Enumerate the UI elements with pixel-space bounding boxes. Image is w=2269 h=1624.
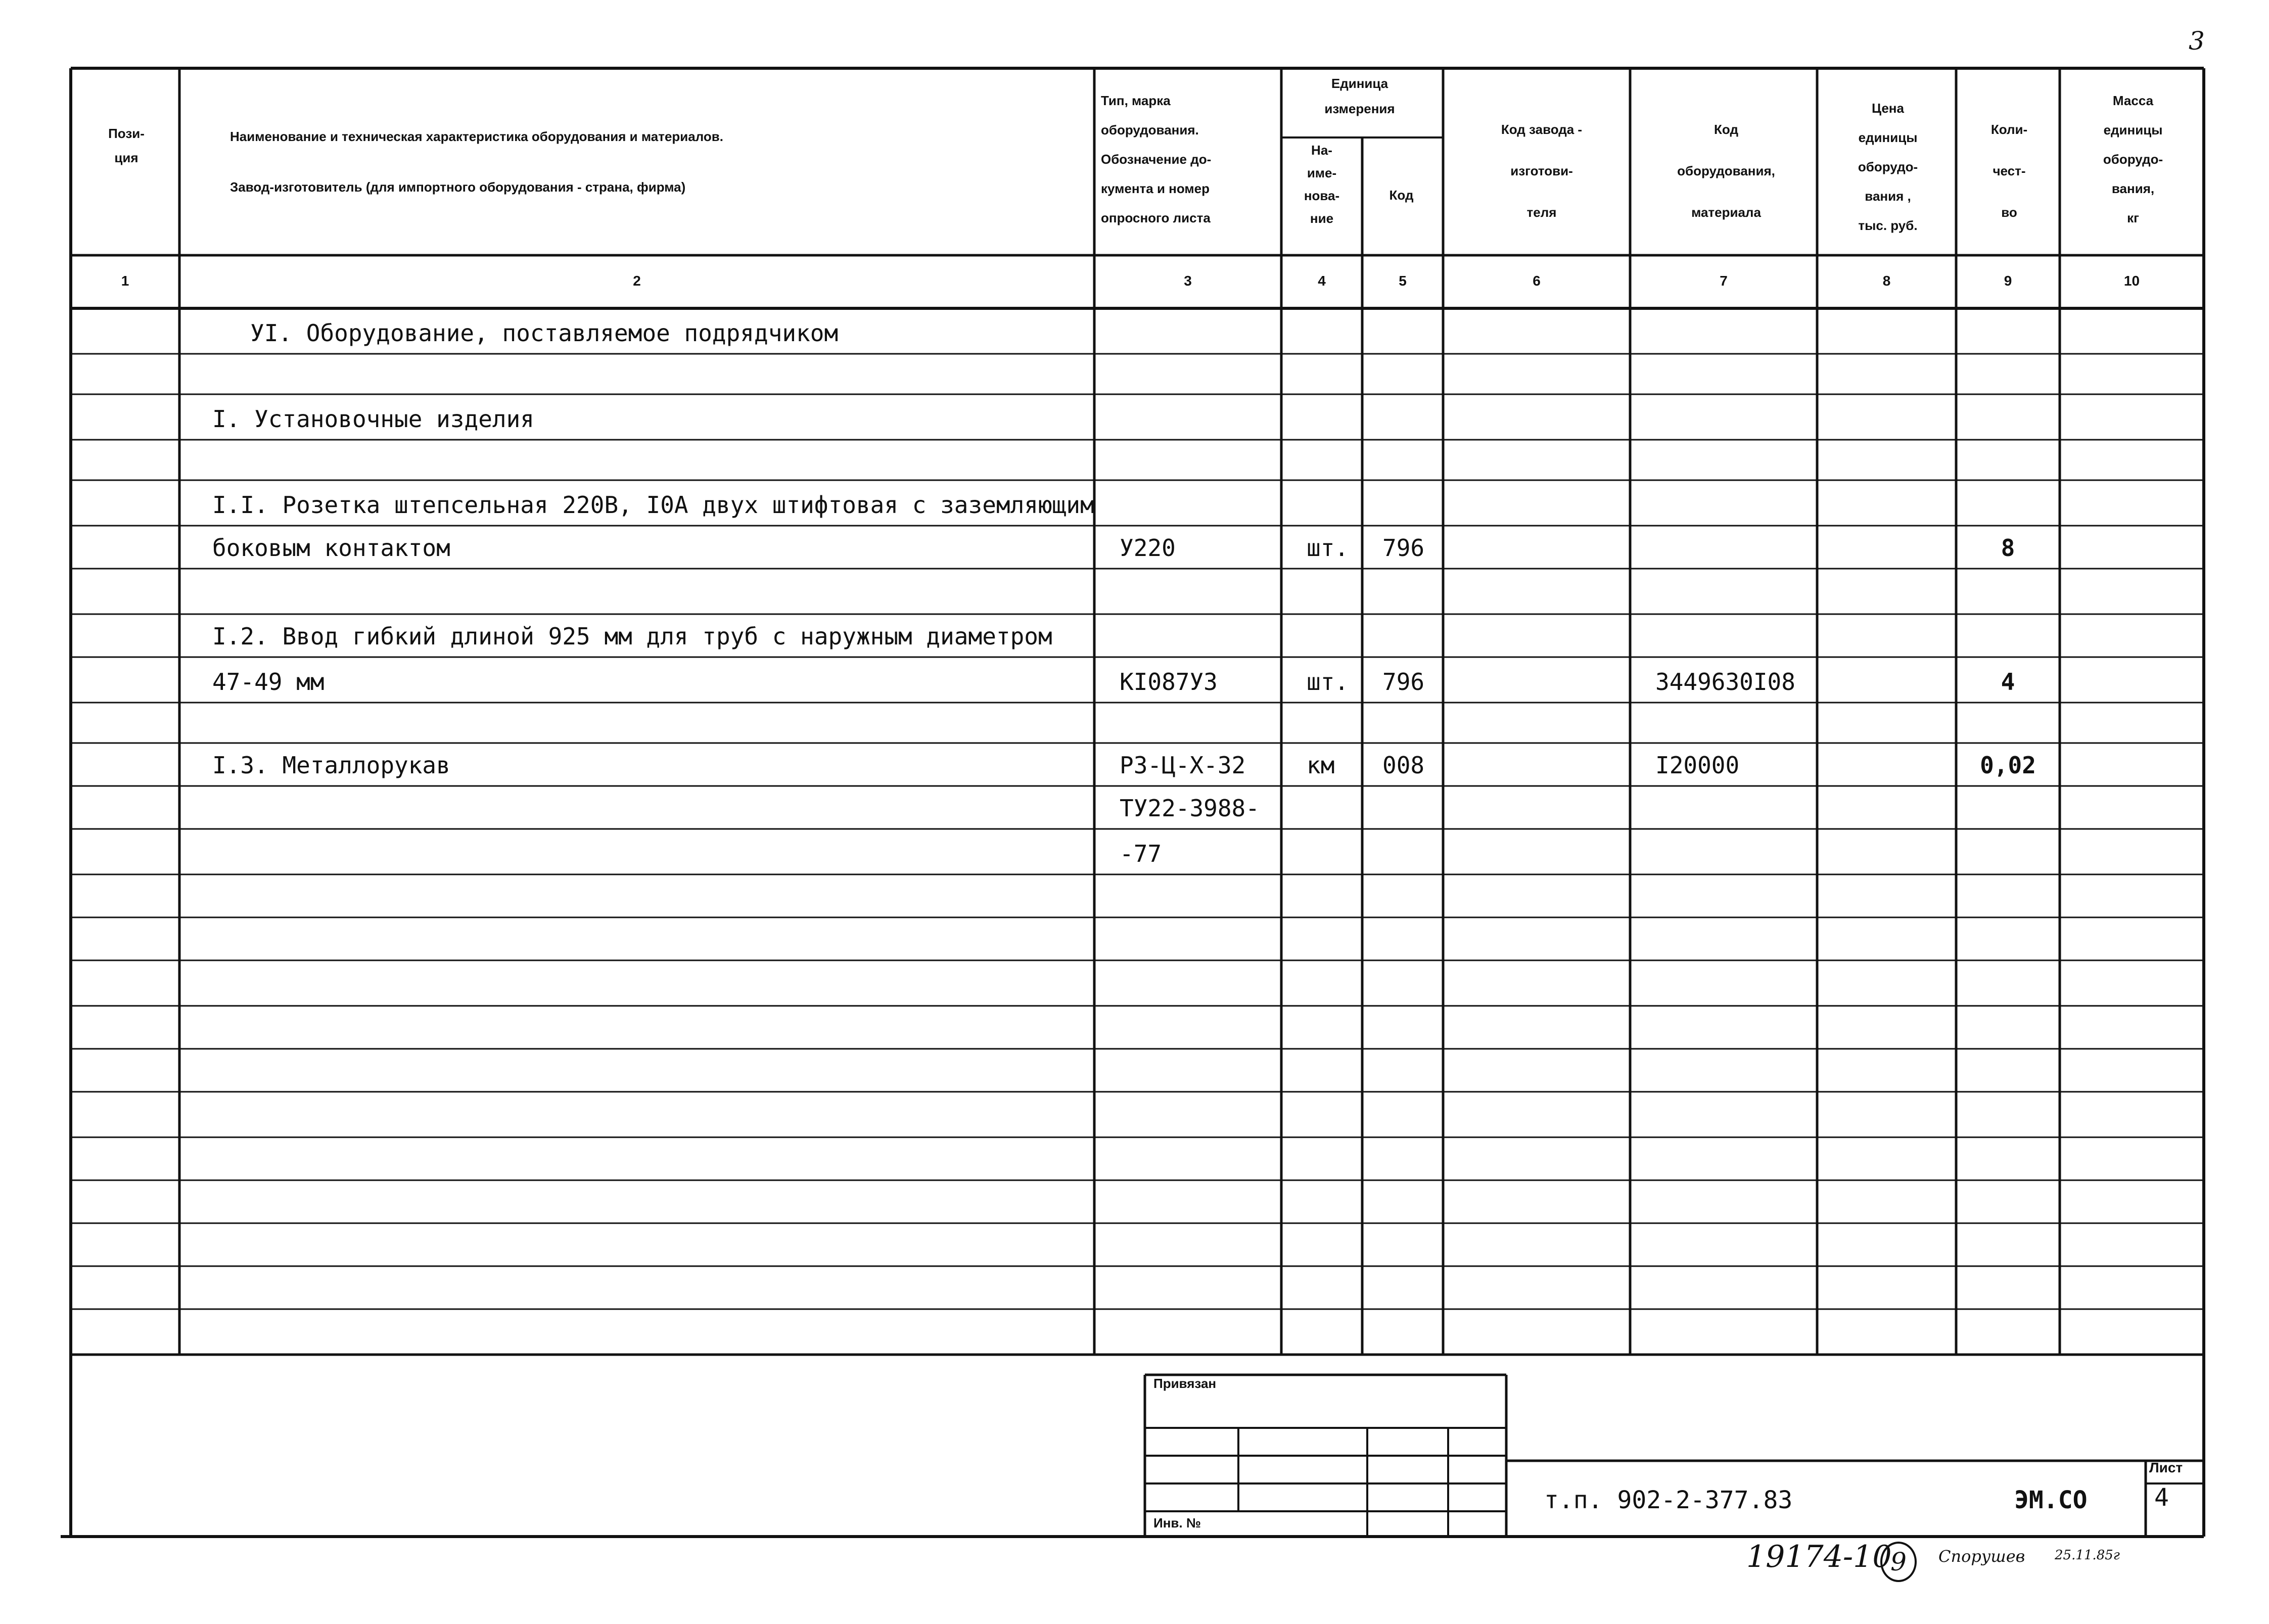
- header-plant-code: [1448, 109, 1635, 233]
- header-line: На-: [1311, 143, 1332, 158]
- header-line: оборудо-: [2103, 152, 2163, 167]
- attached-label: Привязан: [1153, 1376, 1217, 1391]
- header-unit-group: [1281, 71, 1438, 121]
- header-name: [230, 111, 1089, 212]
- table-cell-name: I. Установочные изделия: [212, 405, 534, 433]
- header-line: тыс. руб.: [1858, 218, 1918, 233]
- header-line: кг: [2127, 210, 2139, 225]
- table-cell-unit: шт.: [1307, 534, 1349, 562]
- table-cell-type: У220: [1120, 534, 1176, 562]
- header-line: чест-: [1993, 163, 2026, 178]
- column-number: 7: [1720, 273, 1728, 289]
- header-line: опросного листа: [1101, 210, 1211, 225]
- table-cell-qty: 0,02: [1980, 752, 2036, 779]
- column-number: 2: [633, 273, 641, 289]
- table-cell-name: боковым контактом: [212, 534, 450, 562]
- header-line: Пози-: [108, 126, 145, 141]
- header-unit-name: [1284, 139, 1360, 230]
- header-mass: [2062, 86, 2204, 233]
- header-line: оборудования.: [1101, 122, 1199, 137]
- header-line: кумента и номер: [1101, 181, 1210, 196]
- table-cell-qty: 8: [2001, 534, 2015, 562]
- column-number: 6: [1533, 273, 1541, 289]
- column-number: 1: [121, 273, 129, 289]
- column-number: 9: [2004, 273, 2012, 289]
- corner-mark: 3: [2189, 26, 2205, 56]
- header-line: Наименование и техническая характеристика оборудования и материалов.: [230, 129, 724, 144]
- header-line: оборудования,: [1677, 163, 1775, 178]
- header-line: оборудо-: [1858, 159, 1918, 174]
- header-line: во: [2001, 205, 2017, 220]
- table-cell-equip-code: 3449630I08: [1655, 668, 1795, 695]
- sheet-label: Лист: [2149, 1460, 2183, 1475]
- header-line: единицы: [2103, 122, 2163, 137]
- table-cell-unit: км: [1307, 752, 1335, 779]
- table-cell-type: КI087У3: [1120, 668, 1218, 695]
- header-line: Код: [1714, 122, 1738, 137]
- table-cell-name: I.2. Ввод гибкий длиной 925 мм для труб с наружным диаметром: [212, 623, 1052, 650]
- header-line: ция: [114, 150, 138, 165]
- header-line: Тип, марка: [1101, 93, 1171, 108]
- header-line: име-: [1307, 165, 1337, 180]
- header-line: измерения: [1324, 101, 1395, 116]
- sheet-number: 4: [2154, 1483, 2169, 1512]
- column-number: 10: [2123, 273, 2140, 289]
- column-number: 3: [1184, 273, 1192, 289]
- header-line: Масса: [2112, 93, 2154, 108]
- table-cell-name: 47-49 мм: [212, 668, 325, 695]
- signature-date: 25.11.85г: [2055, 1548, 2120, 1563]
- circled-number: 9: [1880, 1542, 1917, 1582]
- header-unit-code: [1362, 183, 1441, 207]
- column-number: 4: [1318, 273, 1326, 289]
- table-cell-type: ТУ22-3988-: [1120, 795, 1260, 822]
- header-line: Код завода -: [1501, 122, 1583, 137]
- header-line: Код: [1389, 188, 1414, 203]
- header-position: [73, 121, 179, 170]
- header-line: единицы: [1858, 130, 1918, 145]
- header-line: Обозначение до-: [1101, 152, 1212, 167]
- handwritten-number: 19174-10: [1746, 1539, 1892, 1574]
- table-cell-equip-code: I20000: [1655, 752, 1740, 779]
- header-quantity: [1956, 109, 2062, 233]
- table-cell-type: РЗ-Ц-Х-32: [1120, 752, 1246, 779]
- header-equipment-code: [1633, 109, 1820, 233]
- table-cell-code: 796: [1382, 668, 1425, 695]
- table-cell-name: I.3. Металлорукав: [212, 752, 450, 779]
- header-line: Цена: [1872, 101, 1904, 116]
- header-line: материала: [1691, 205, 1761, 220]
- header-line: Коли-: [1990, 122, 2028, 137]
- table-cell-unit: шт.: [1307, 668, 1349, 695]
- header-line: вания,: [2111, 181, 2155, 196]
- table-cell-code: 796: [1382, 534, 1425, 562]
- header-line: ние: [1310, 211, 1334, 226]
- table-cell-name: УI. Оборудование, поставляемое подрядчиком: [250, 319, 839, 347]
- header-type: [1101, 86, 1288, 233]
- document-mark: ЭМ.СО: [2014, 1486, 2088, 1514]
- document-code: т.п. 902-2-377.83: [1544, 1486, 1793, 1514]
- header-price: [1820, 94, 1956, 240]
- table-cell-type: -77: [1120, 840, 1162, 867]
- table-cell-code: 008: [1382, 752, 1425, 779]
- table-cell-qty: 4: [2001, 668, 2015, 695]
- header-line: теля: [1526, 205, 1557, 220]
- header-line: вания ,: [1865, 189, 1911, 204]
- header-line: изготови-: [1510, 163, 1573, 178]
- inventory-label: Инв. №: [1153, 1515, 1201, 1530]
- signature: Спорушев: [1938, 1547, 2025, 1566]
- table-cell-name: I.I. Розетка штепсельная 220В, I0А двух штифтовая с заземляющим: [212, 491, 1094, 519]
- header-line: Единица: [1331, 76, 1388, 91]
- header-line: Завод-изготовитель (для импортного оборудования - страна, фирма): [230, 179, 686, 195]
- column-number: 8: [1882, 273, 1891, 289]
- header-line: нова-: [1304, 188, 1340, 203]
- column-number: 5: [1399, 273, 1407, 289]
